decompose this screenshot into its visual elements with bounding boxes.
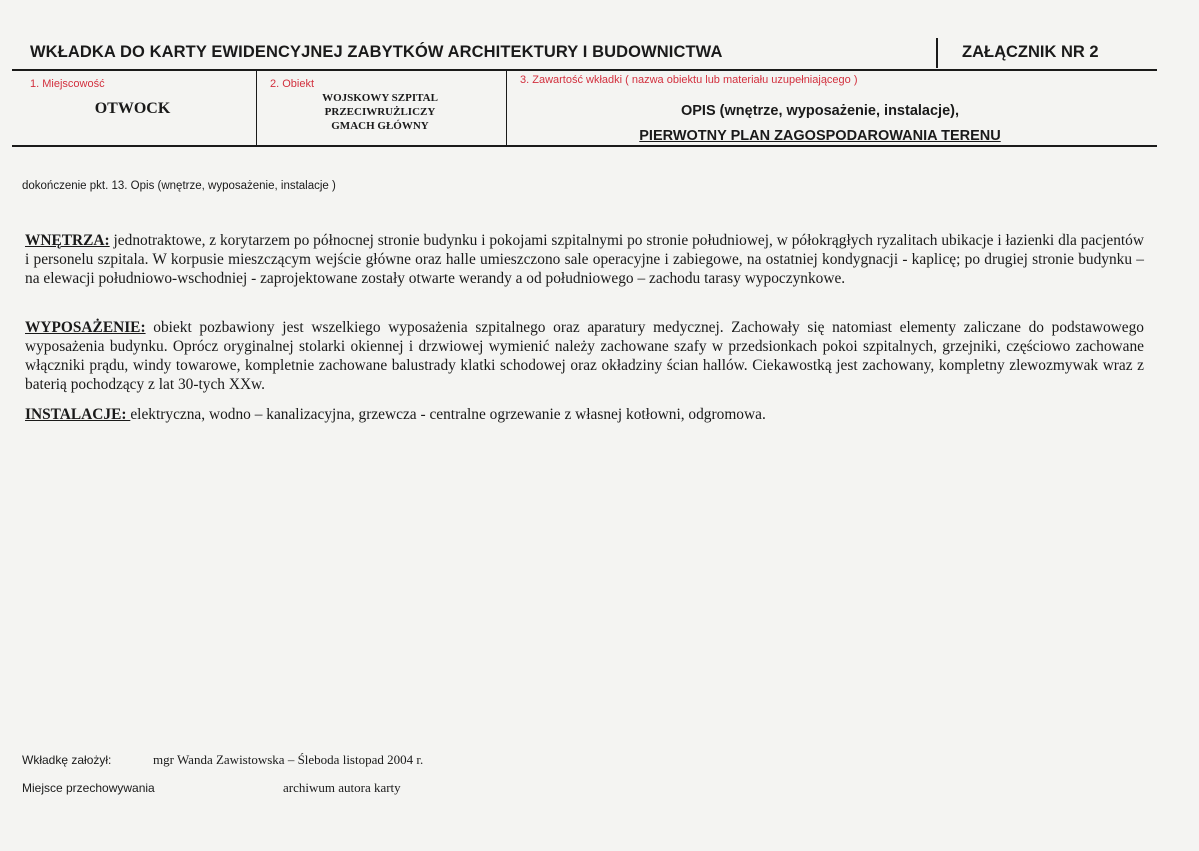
section-heading: WYPOSAŻENIE: (25, 319, 146, 336)
header-divider (936, 38, 938, 68)
annex-number: ZAŁĄCZNIK NR 2 (962, 43, 1099, 61)
section-heading: INSTALACJE: (25, 406, 131, 423)
object-line-2: PRZECIWRUŻLICZY (324, 106, 436, 118)
content-line-2: PIERWOTNY PLAN ZAGOSPODAROWANIA TERENU (639, 128, 1001, 144)
location-label: 1. Miejscowość (30, 78, 105, 90)
header-rule (12, 69, 1157, 71)
storage-value: archiwum autora karty (283, 780, 401, 795)
section-text: jednotraktowe, z korytarzem po północnej stronie budynku i pokojami szpitalnymi po stronie południowej, w półokrągłych ryzalitach ubikacje i łazienki dla pacjentów i personelu szpitala. W korpusie mieszczącym wejście główne oraz halle umieszczono sale operacyjne i zabiegowe, na ostatniej kondygnacji - kaplicę; po drugiej stronie budynku – na elewacji południowo-wschodniej - zaprojektowane zostały otwarte werandy a od południowego – zachodu tarasy wypoczynkowe. (25, 232, 1144, 287)
fields-bottom-rule (12, 145, 1157, 147)
form-title: WKŁADKA DO KARTY EWIDENCYJNEJ ZABYTKÓW ARCHITEKTURY I BUDOWNICTWA (30, 43, 723, 61)
location-value: OTWOCK (94, 100, 171, 117)
content-label: 3. Zawartość wkładki ( nazwa obiektu lub materiału uzupełniającego ) (520, 74, 858, 86)
storage-label: Miejsce przechowywania (22, 781, 155, 795)
author-label: Wkładkę założył: (22, 753, 112, 767)
section-heading: WNĘTRZA: (25, 232, 110, 249)
field-divider-1 (256, 71, 257, 145)
section-interiors (25, 231, 1144, 288)
object-line-1: WOJSKOWY SZPITAL (322, 92, 438, 104)
object-label: 2. Obiekt (270, 78, 315, 90)
field-divider-2 (506, 71, 507, 145)
content-line-1: OPIS (wnętrze, wyposażenie, instalacje), (680, 103, 959, 119)
author-value: mgr Wanda Zawistowska – Śleboda listopad 2004 r. (153, 752, 424, 767)
section-text: elektryczna, wodno – kanalizacyjna, grzewcza - centralne ogrzewanie z własnej kotłowni, odgromowa. (130, 406, 766, 423)
section-installations (25, 405, 1144, 424)
section-equipment (25, 318, 1144, 394)
continuation-note: dokończenie pkt. 13. Opis (wnętrze, wyposażenie, instalacje ) (22, 180, 336, 192)
section-text: obiekt pozbawiony jest wszelkiego wyposażenia szpitalnego oraz aparatury medycznej. Zachowały się natomiast elementy zaliczane do podstawowego wyposażenia budynku. Oprócz oryginalnej stolarki okiennej i drzwiowej wymienić należy zachowane szafy w przedsionkach pokoi szpitalnych, grzejniki, częściowo zachowane włączniki prądu, windy towarowe, kompletnie zachowane balustrady klatki schodowej oraz okładziny ścian hallów. Ciekawostką jest zachowany, kompletny zlewozmywak wraz z baterią pochodzący z lat 30-tych XXw. (25, 319, 1144, 393)
object-line-3: GMACH GŁÓWNY (331, 120, 429, 132)
